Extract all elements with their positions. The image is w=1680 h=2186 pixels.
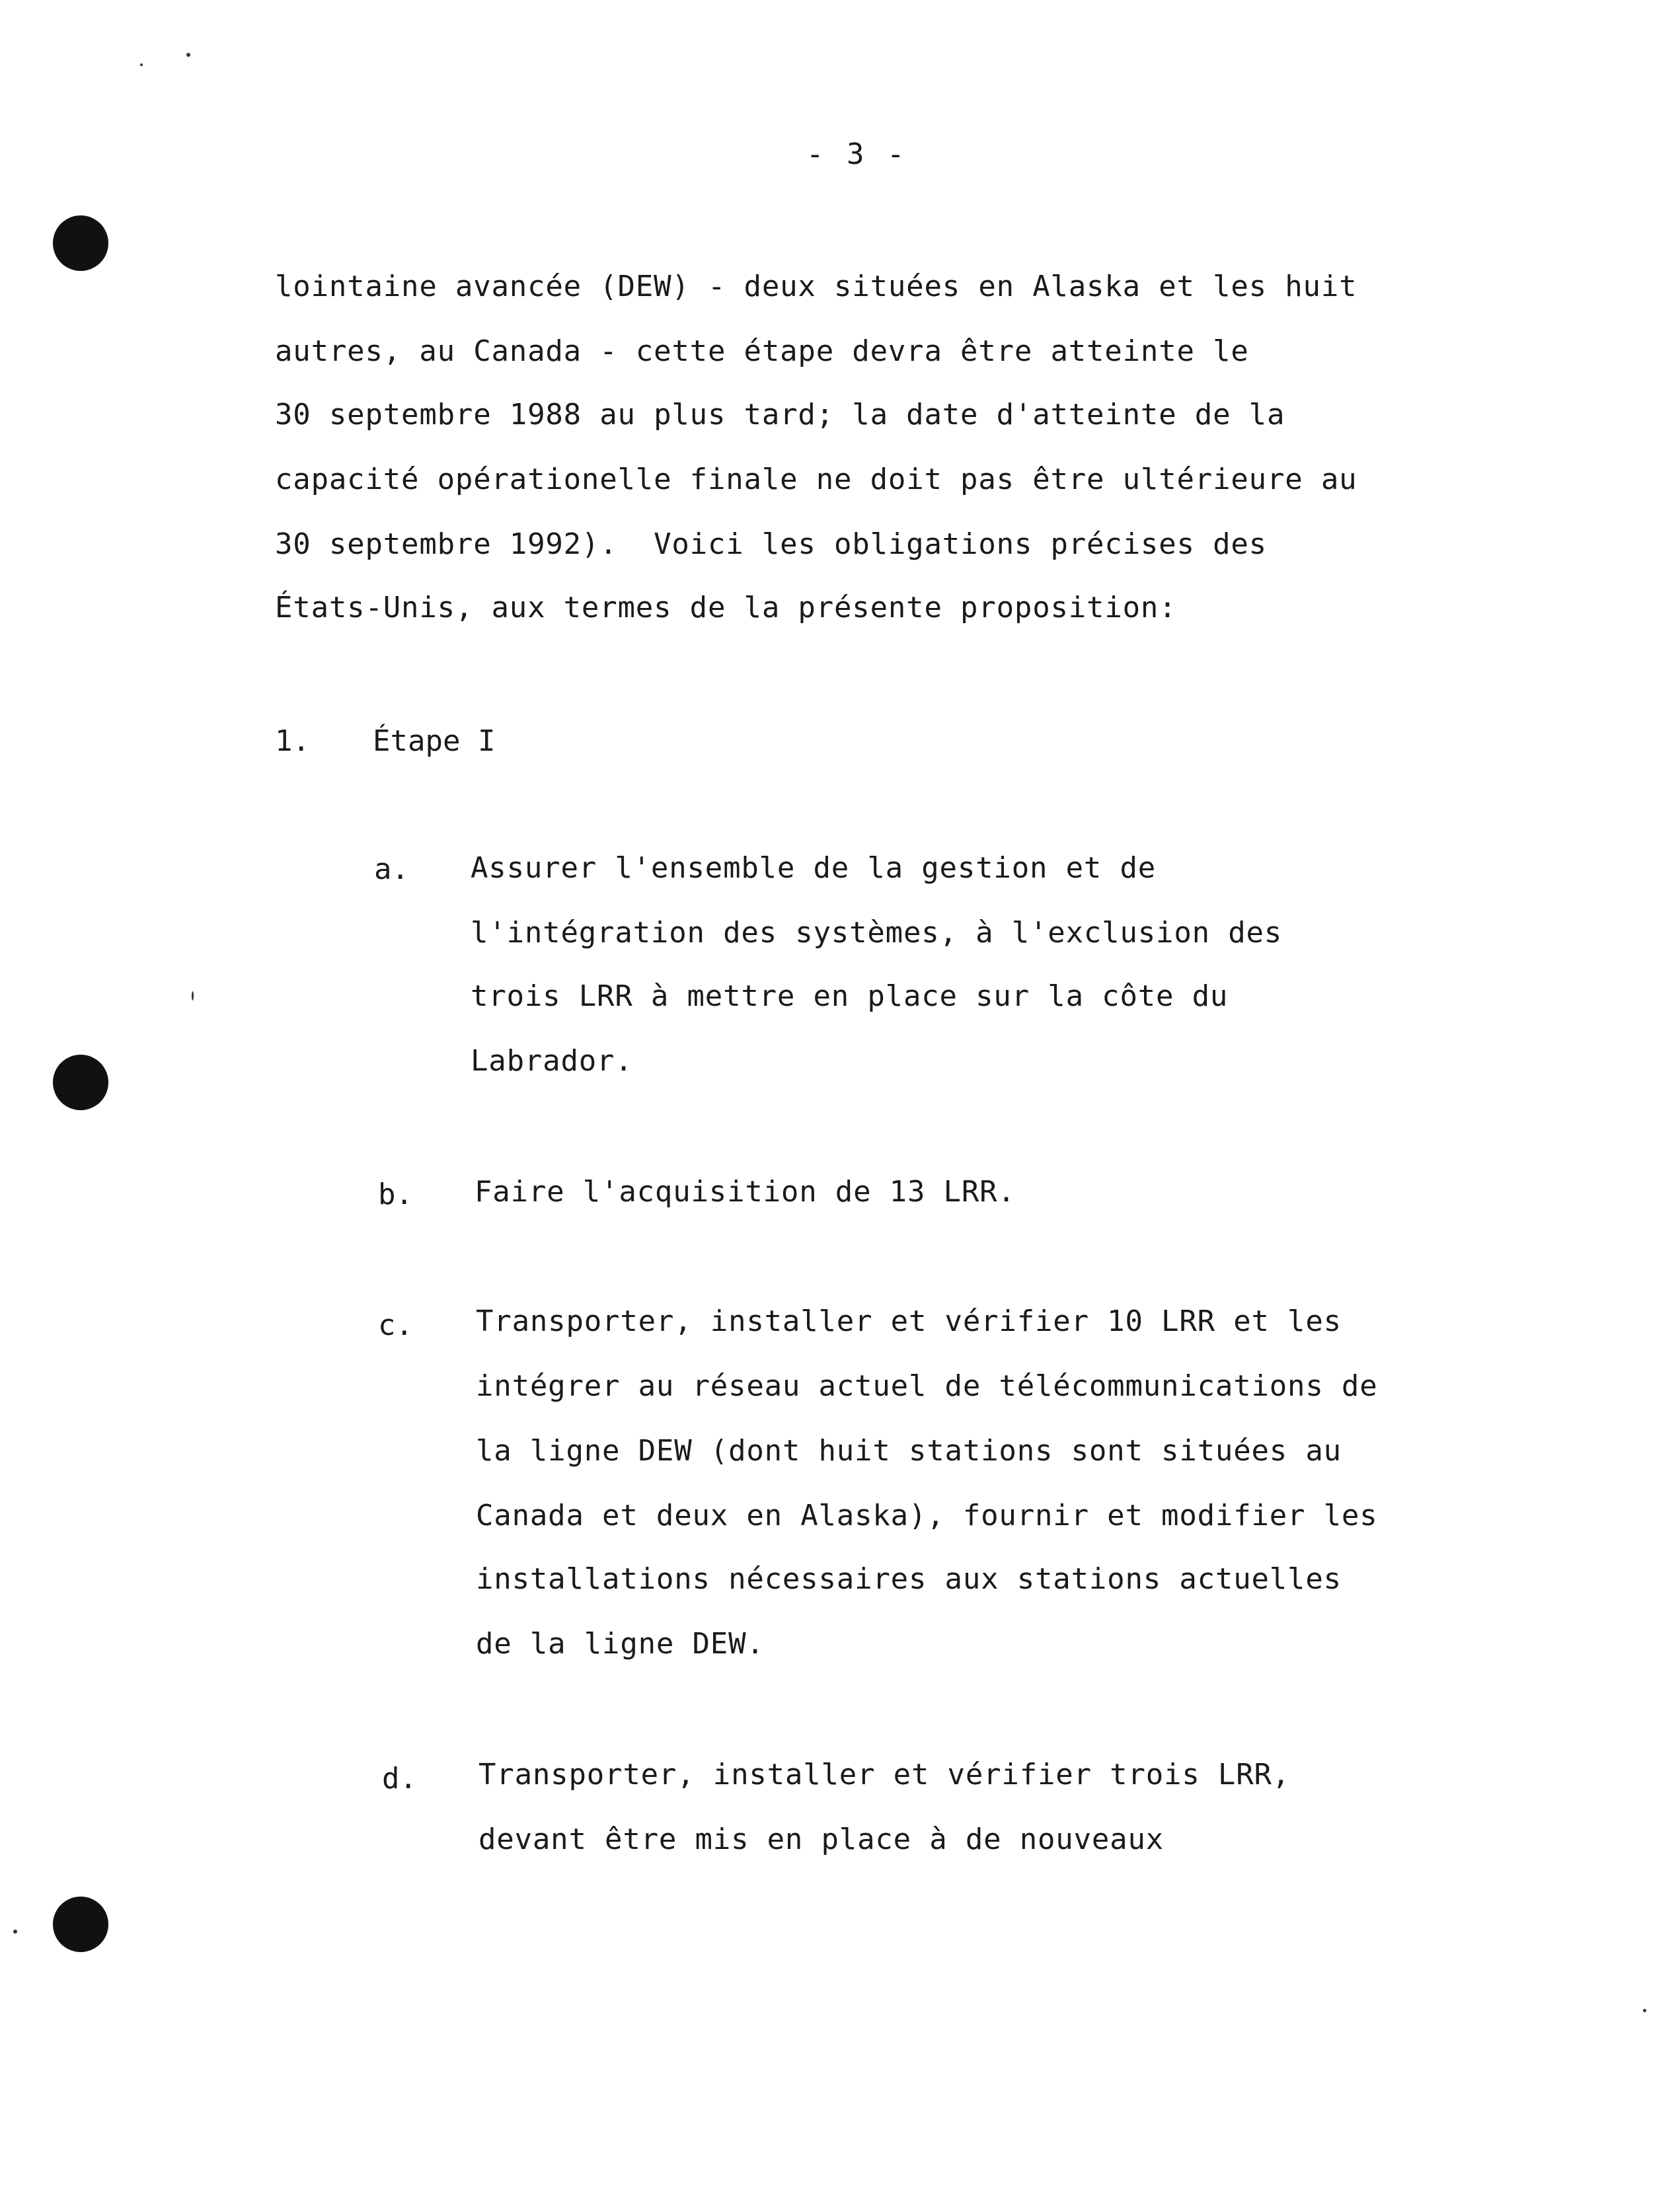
list-item-line: Faire l'acquisition de 13 LRR. [475, 1175, 1016, 1209]
list-item-line: l'intégration des systèmes, à l'exclusion des [471, 916, 1283, 950]
list-item-marker: a. [374, 852, 409, 886]
body-text-line: capacité opérationelle finale ne doit pas être ultérieure au [275, 463, 1357, 496]
punch-hole-top [53, 215, 108, 271]
body-text-line: 30 septembre 1992). Voici les obligations précises des [275, 527, 1267, 561]
list-item-line: de la ligne DEW. [476, 1627, 765, 1661]
list-item-line: devant être mis en place à de nouveaux [478, 1823, 1165, 1856]
page-number: - 3 - [806, 137, 907, 171]
list-item-marker: d. [382, 1762, 417, 1795]
list-item-line: intégrer au réseau actuel de télécommunications de [476, 1369, 1378, 1403]
body-text-line: lointaine avancée (DEW) - deux situées en Alaska et les huit [275, 270, 1357, 303]
list-item-marker: c. [378, 1308, 413, 1342]
body-text-line: États-Unis, aux termes de la présente proposition: [275, 591, 1177, 624]
list-item-line: la ligne DEW (dont huit stations sont situées au [476, 1434, 1342, 1468]
list-item-line: trois LRR à mettre en place sur la côte du [471, 979, 1229, 1013]
scan-speck [1643, 2009, 1646, 2012]
punch-hole-bottom [53, 1897, 108, 1952]
section-number: 1. [275, 724, 310, 758]
list-item-marker: b. [378, 1178, 413, 1211]
list-item-line: Transporter, installer et vérifier trois LRR, [478, 1758, 1291, 1791]
list-item-line: Labrador. [471, 1044, 633, 1078]
list-item-line: Assurer l'ensemble de la gestion et de [471, 851, 1157, 885]
list-item-line: Transporter, installer et vérifier 10 LRR et les [476, 1304, 1342, 1338]
scan-speck [186, 53, 190, 57]
body-text-line: autres, au Canada - cette étape devra être atteinte le [275, 334, 1249, 368]
body-text-line: 30 septembre 1988 au plus tard; la date d'atteinte de la [275, 398, 1285, 432]
list-item-line: Canada et deux en Alaska), fournir et modifier les [476, 1499, 1378, 1532]
scan-speck [13, 1930, 17, 1934]
scan-speck [140, 63, 143, 66]
section-title: Étape I [373, 724, 496, 758]
scan-speck [192, 991, 194, 1000]
punch-hole-middle [53, 1055, 108, 1110]
list-item-line: installations nécessaires aux stations actuelles [476, 1562, 1342, 1596]
